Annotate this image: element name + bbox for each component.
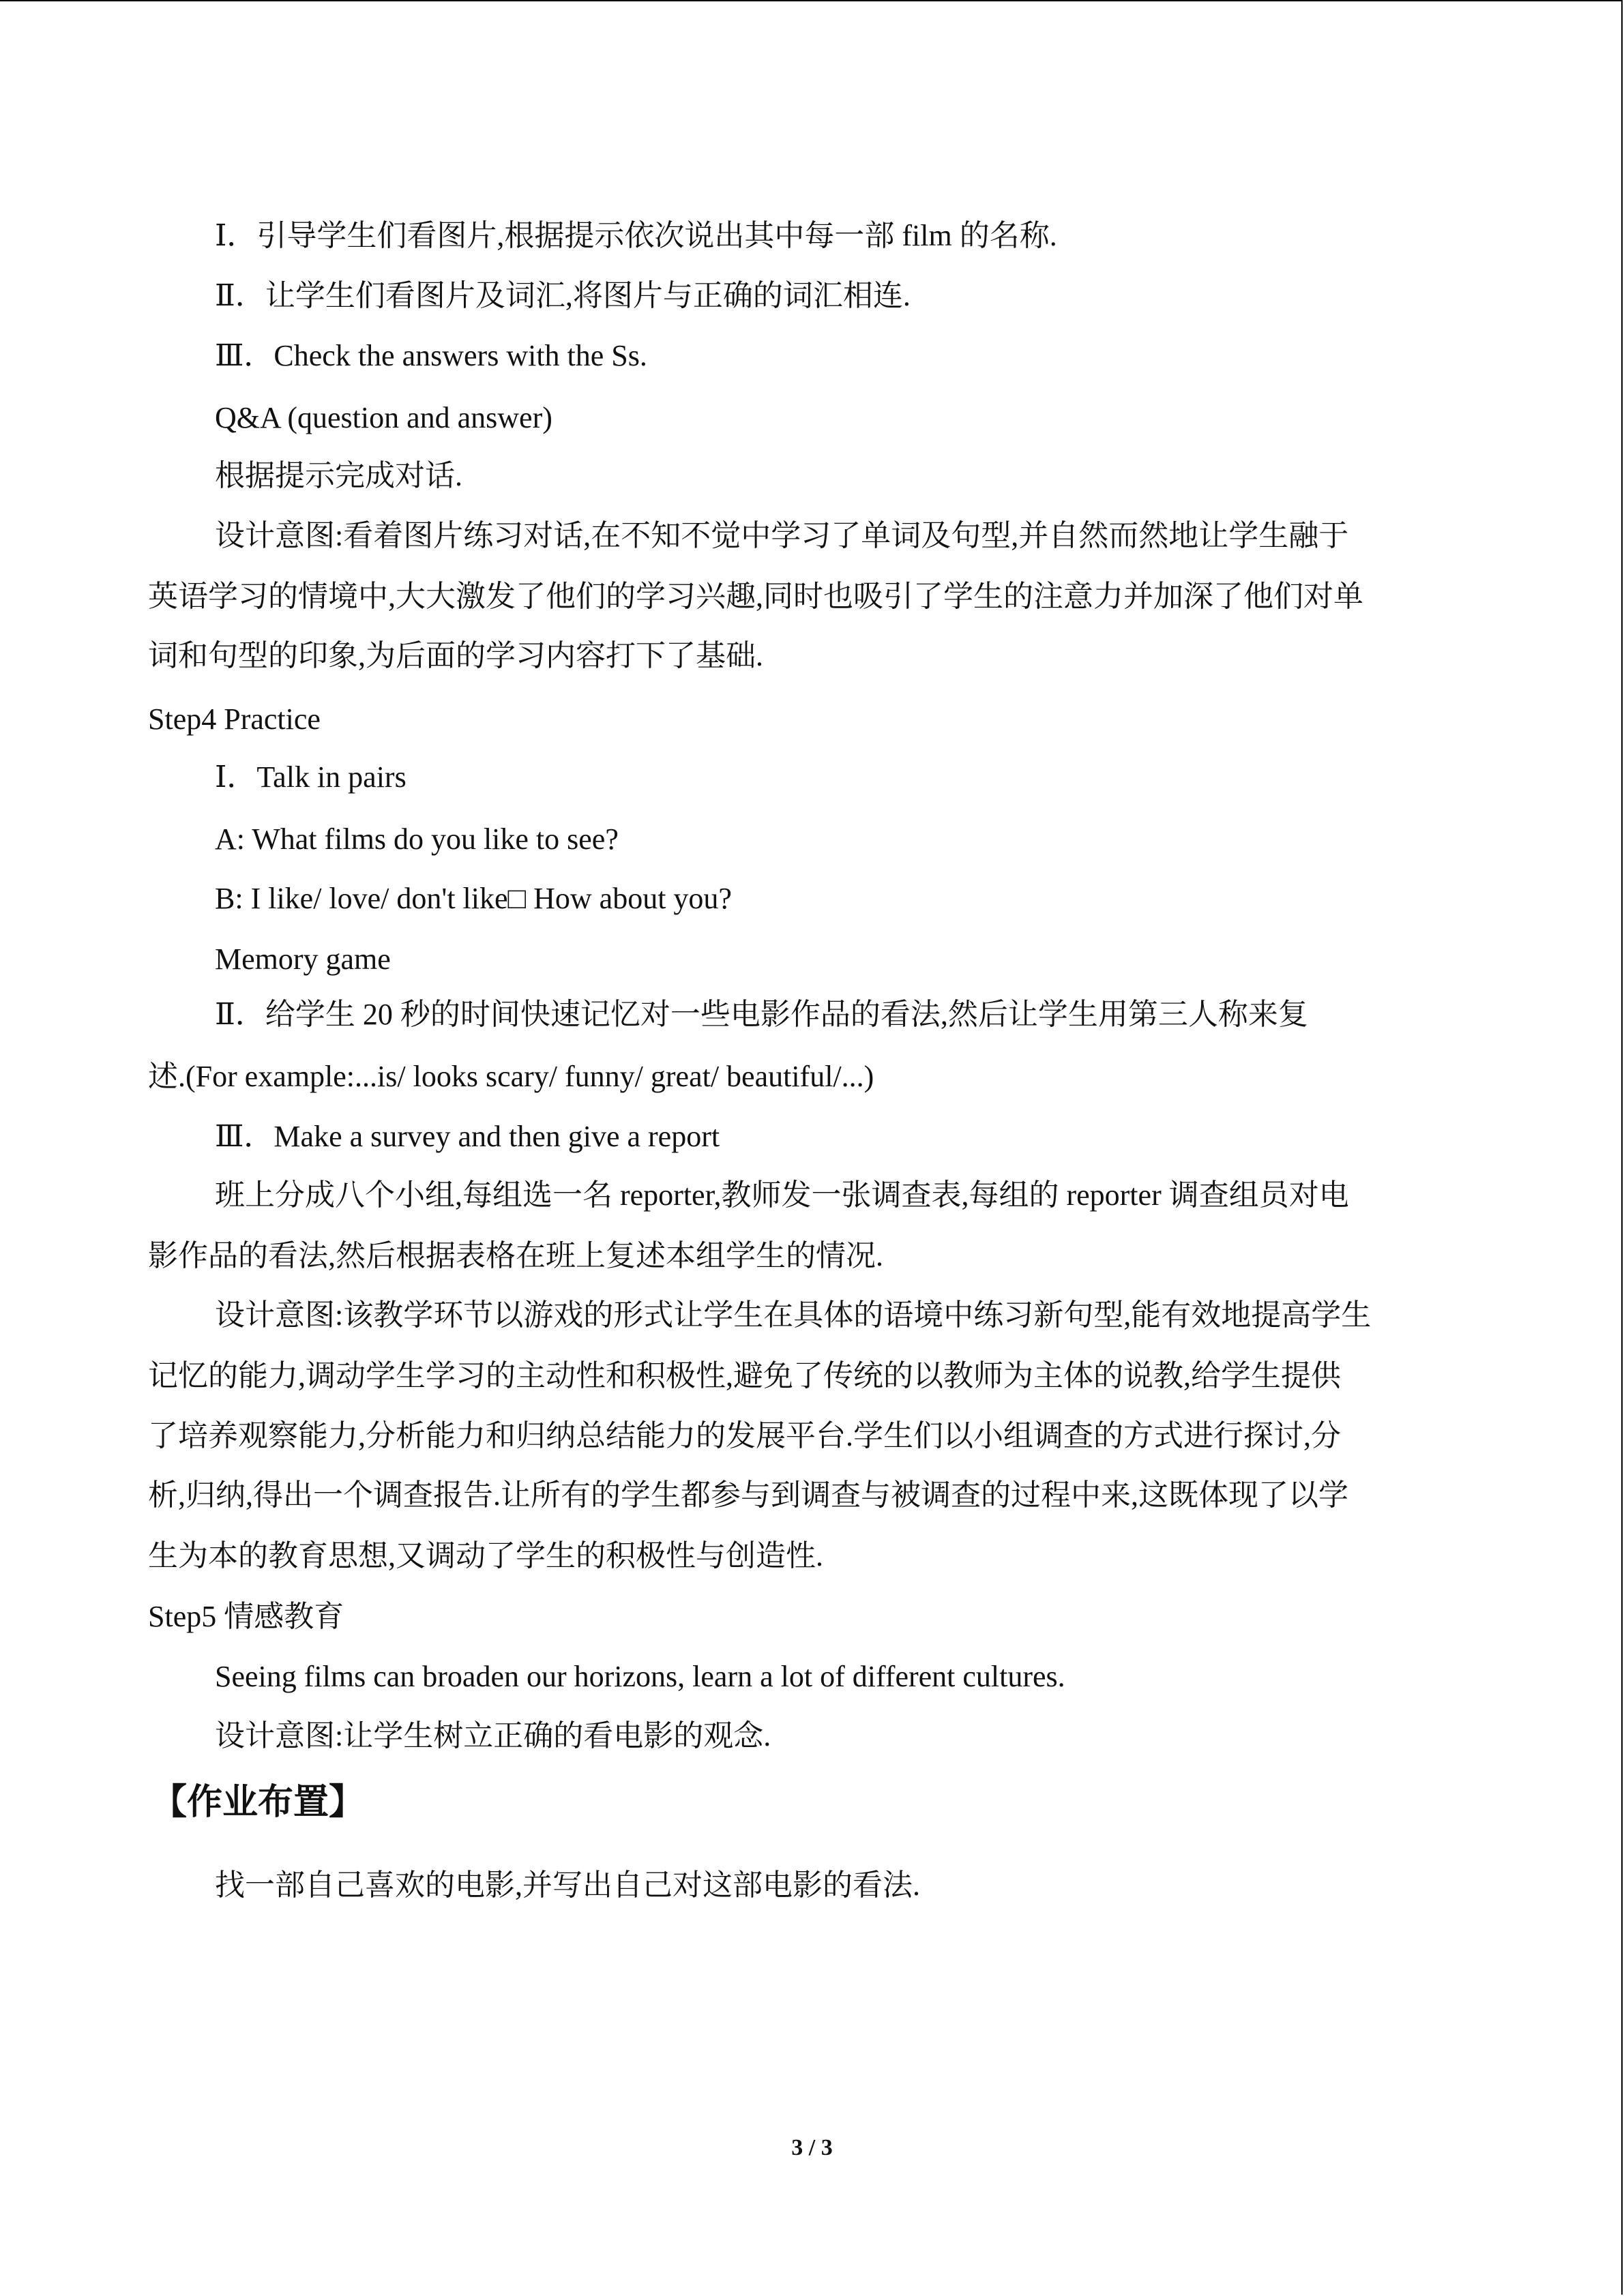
step4-item-1: Ⅰ．Talk in pairs xyxy=(215,760,407,794)
step5-sentence: Seeing films can broaden our horizons, learn a lot of different cultures. xyxy=(215,1660,1065,1693)
step3-item-1: Ⅰ．引导学生们看图片,根据提示依次说出其中每一部 film 的名称. xyxy=(215,219,1057,252)
step4-item-2-line-2: 述.(For example:...is/ looks scary/ funny/ great/ beautiful/...) xyxy=(148,1060,874,1093)
qa-instruction: 根据提示完成对话. xyxy=(215,459,462,492)
step3-item-2: Ⅱ．让学生们看图片及词汇,将图片与正确的词汇相连. xyxy=(215,279,911,312)
design-intent-3: 设计意图:让学生树立正确的看电影的观念. xyxy=(215,1719,771,1753)
dialogue-line-b: B: I like/ love/ don't like□ How about you? xyxy=(215,882,732,915)
design-intent-1-line-1: 设计意图:看着图片练习对话,在不知不觉中学习了单词及句型,并自然而然地让学生融于 xyxy=(215,519,1349,552)
design-intent-2-line-4: 析,归纳,得出一个调查报告.让所有的学生都参与到调查与被调查的过程中来,这既体现了以学 xyxy=(148,1478,1348,1512)
design-intent-2-line-2: 记忆的能力,调动学生学习的主动性和积极性,避免了传统的以教师为主体的说教,给学生提供 xyxy=(148,1359,1341,1392)
step4-item-2-line-1: Ⅱ．给学生 20 秒的时间快速记忆对一些电影作品的看法,然后让学生用第三人称来复 xyxy=(215,998,1308,1031)
step4-heading: Step4 Practice xyxy=(148,702,321,736)
homework-heading: 【作业布置】 xyxy=(151,1782,365,1823)
memory-game-heading: Memory game xyxy=(215,942,391,976)
qa-heading: Q&A (question and answer) xyxy=(215,401,552,434)
step3-item-3: Ⅲ．Check the answers with the Ss. xyxy=(215,339,647,372)
step4-item-3: Ⅲ．Make a survey and then give a report xyxy=(215,1120,720,1153)
homework-text: 找一部自己喜欢的电影,并写出自己对这部电影的看法. xyxy=(215,1868,920,1902)
survey-description-line-1: 班上分成八个小组,每组选一名 reporter,教师发一张调查表,每组的 reporter 调查组员对电 xyxy=(215,1178,1349,1212)
step5-heading: Step5 情感教育 xyxy=(148,1600,344,1633)
page-number: 3 / 3 xyxy=(791,2135,833,2160)
design-intent-2-line-1: 设计意图:该教学环节以游戏的形式让学生在具体的语境中练习新句型,能有效地提高学生 xyxy=(215,1298,1372,1332)
survey-description-line-2: 影作品的看法,然后根据表格在班上复述本组学生的情况. xyxy=(148,1239,883,1272)
design-intent-2-line-5: 生为本的教育思想,又调动了学生的积极性与创造性. xyxy=(148,1539,823,1572)
design-intent-1-line-2: 英语学习的情境中,大大激发了他们的学习兴趣,同时也吸引了学生的注意力并加深了他们对单 xyxy=(148,580,1363,613)
design-intent-2-line-3: 了培养观察能力,分析能力和归纳总结能力的发展平台.学生们以小组调查的方式进行探讨,分 xyxy=(148,1419,1341,1452)
dialogue-line-a: A: What films do you like to see? xyxy=(215,822,619,856)
design-intent-1-line-3: 词和句型的印象,为后面的学习内容打下了基础. xyxy=(148,639,763,672)
